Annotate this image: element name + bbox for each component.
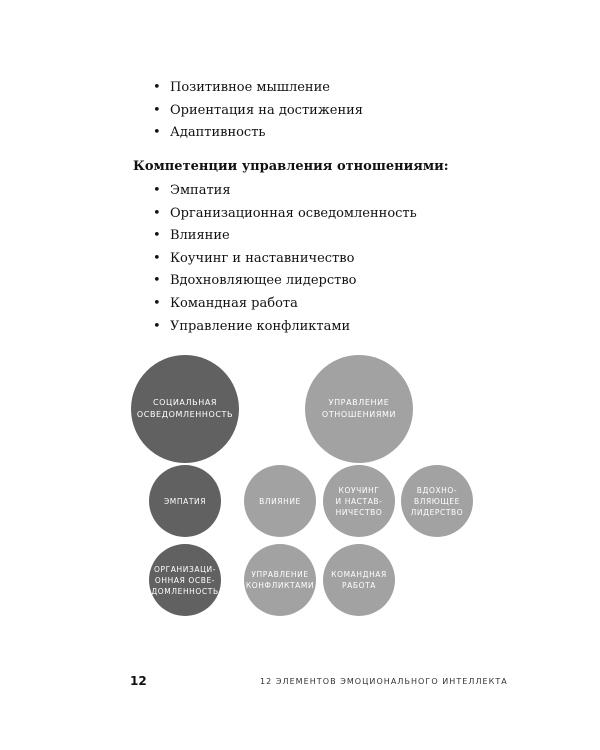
list-item: • Вдохновляющее лидерство: [150, 270, 417, 293]
list-item: • Адаптивность: [150, 122, 363, 145]
circle-coaching: КОУЧИНГ И НАСТАВ- НИЧЕСТВО: [323, 465, 395, 537]
page-number: 12: [130, 674, 147, 688]
list-item: • Организационная осведомленность: [150, 203, 417, 226]
circle-inspirational-leadership: ВДОХНО- ВЛЯЮЩЕЕ ЛИДЕРСТВО: [401, 465, 473, 537]
circle-organizational-awareness: ОРГАНИЗАЦИ- ОННАЯ ОСВЕ- ДОМЛЕННОСТЬ: [149, 544, 221, 616]
circle-teamwork: КОМАНДНАЯ РАБОТА: [323, 544, 395, 616]
circle-empathy: ЭМПАТИЯ: [149, 465, 221, 537]
list-item: • Влияние: [150, 225, 417, 248]
circle-influence: ВЛИЯНИЕ: [244, 465, 316, 537]
list-item: • Ориентация на достижения: [150, 100, 363, 123]
list-item: • Управление конфликтами: [150, 316, 417, 339]
circle-conflict-management: УПРАВЛЕНИЕ КОНФЛИКТАМИ: [244, 544, 316, 616]
list-item: • Эмпатия: [150, 180, 417, 203]
section-heading: Компетенции управления отношениями:: [133, 159, 449, 174]
circle-social-awareness: СОЦИАЛЬНАЯ ОСВЕДОМЛЕННОСТЬ: [131, 355, 239, 463]
list-item: • Коучинг и наставничество: [150, 248, 417, 271]
circle-relationship-management: УПРАВЛЕНИЕ ОТНОШЕНИЯМИ: [305, 355, 413, 463]
list-item: • Позитивное мышление: [150, 77, 363, 100]
bullet-list-continued: [150, 77, 363, 145]
bullet-list-relationship: [150, 180, 417, 338]
list-item: • Командная работа: [150, 293, 417, 316]
running-title: 12 ЭЛЕМЕНТОВ ЭМОЦИОНАЛЬНОГО ИНТЕЛЛЕКТА: [260, 677, 508, 686]
